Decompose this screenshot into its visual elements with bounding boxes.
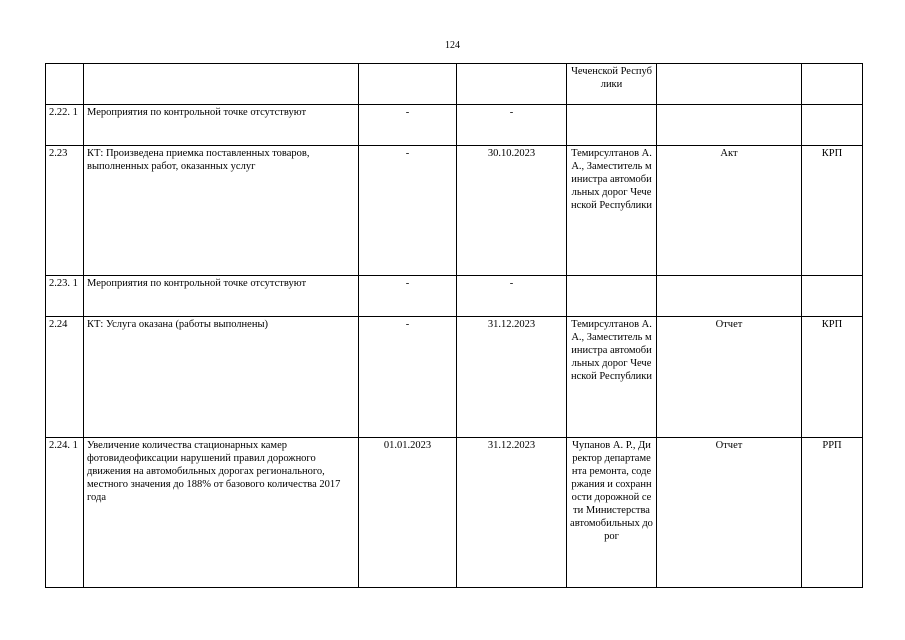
- row-number: 2.23: [49, 148, 68, 159]
- end-date: 31.12.2023: [487, 440, 536, 451]
- event-name: КТ: Услуга оказана (работы выполнены): [87, 319, 269, 330]
- start-date: -: [405, 107, 410, 118]
- row-number: 2.24. 1: [49, 440, 78, 451]
- start-date: -: [405, 148, 410, 159]
- plan-table: [45, 63, 863, 588]
- responsible-person: Чеченской Республики: [571, 66, 652, 90]
- page-number: 124: [445, 40, 460, 51]
- row-number: 2.24: [49, 319, 68, 330]
- document-type: Акт: [720, 148, 738, 159]
- control-level: КРП: [821, 148, 843, 159]
- control-level: КРП: [821, 319, 843, 330]
- table-row: [46, 276, 863, 317]
- table-row: [46, 105, 863, 146]
- end-date: -: [509, 107, 514, 118]
- end-date: 30.10.2023: [487, 148, 536, 159]
- document-type: Отчет: [715, 440, 743, 451]
- row-number: 2.23. 1: [49, 278, 78, 289]
- document-type: Отчет: [715, 319, 743, 330]
- responsible-person: Темирсултанов А. А., Заместитель министра автомобильных дорог Чеченской Республики: [570, 319, 653, 382]
- end-date: -: [509, 278, 514, 289]
- table-row: [46, 146, 863, 276]
- control-level: РРП: [822, 440, 842, 451]
- event-name: Мероприятия по контрольной точке отсутствуют: [87, 107, 307, 118]
- table-row: [46, 438, 863, 588]
- start-date: -: [405, 319, 410, 330]
- event-name: Мероприятия по контрольной точке отсутствуют: [87, 278, 307, 289]
- table-row: [46, 64, 863, 105]
- responsible-person: Чупанов А. Р., Директор департамента ремонта, содержания и сохранности дорожной сети Министерства автомобильных дорог: [570, 440, 653, 542]
- start-date: -: [405, 278, 410, 289]
- end-date: 31.12.2023: [487, 319, 536, 330]
- table-row: [46, 317, 863, 438]
- event-name: КТ: Произведена приемка поставленных товаров, выполненных работ, оказанных услуг: [87, 148, 310, 172]
- start-date: 01.01.2023: [383, 440, 432, 451]
- row-number: 2.22. 1: [49, 107, 78, 118]
- event-name: Увеличение количества стационарных камер фотовидеофиксации нарушений правил дорожного движения на автомобильных дорогах регионального, местного значения до 188% от базового количества 2017 года: [87, 440, 341, 503]
- responsible-person: Темирсултанов А. А., Заместитель министра автомобильных дорог Чеченской Республики: [570, 148, 653, 211]
